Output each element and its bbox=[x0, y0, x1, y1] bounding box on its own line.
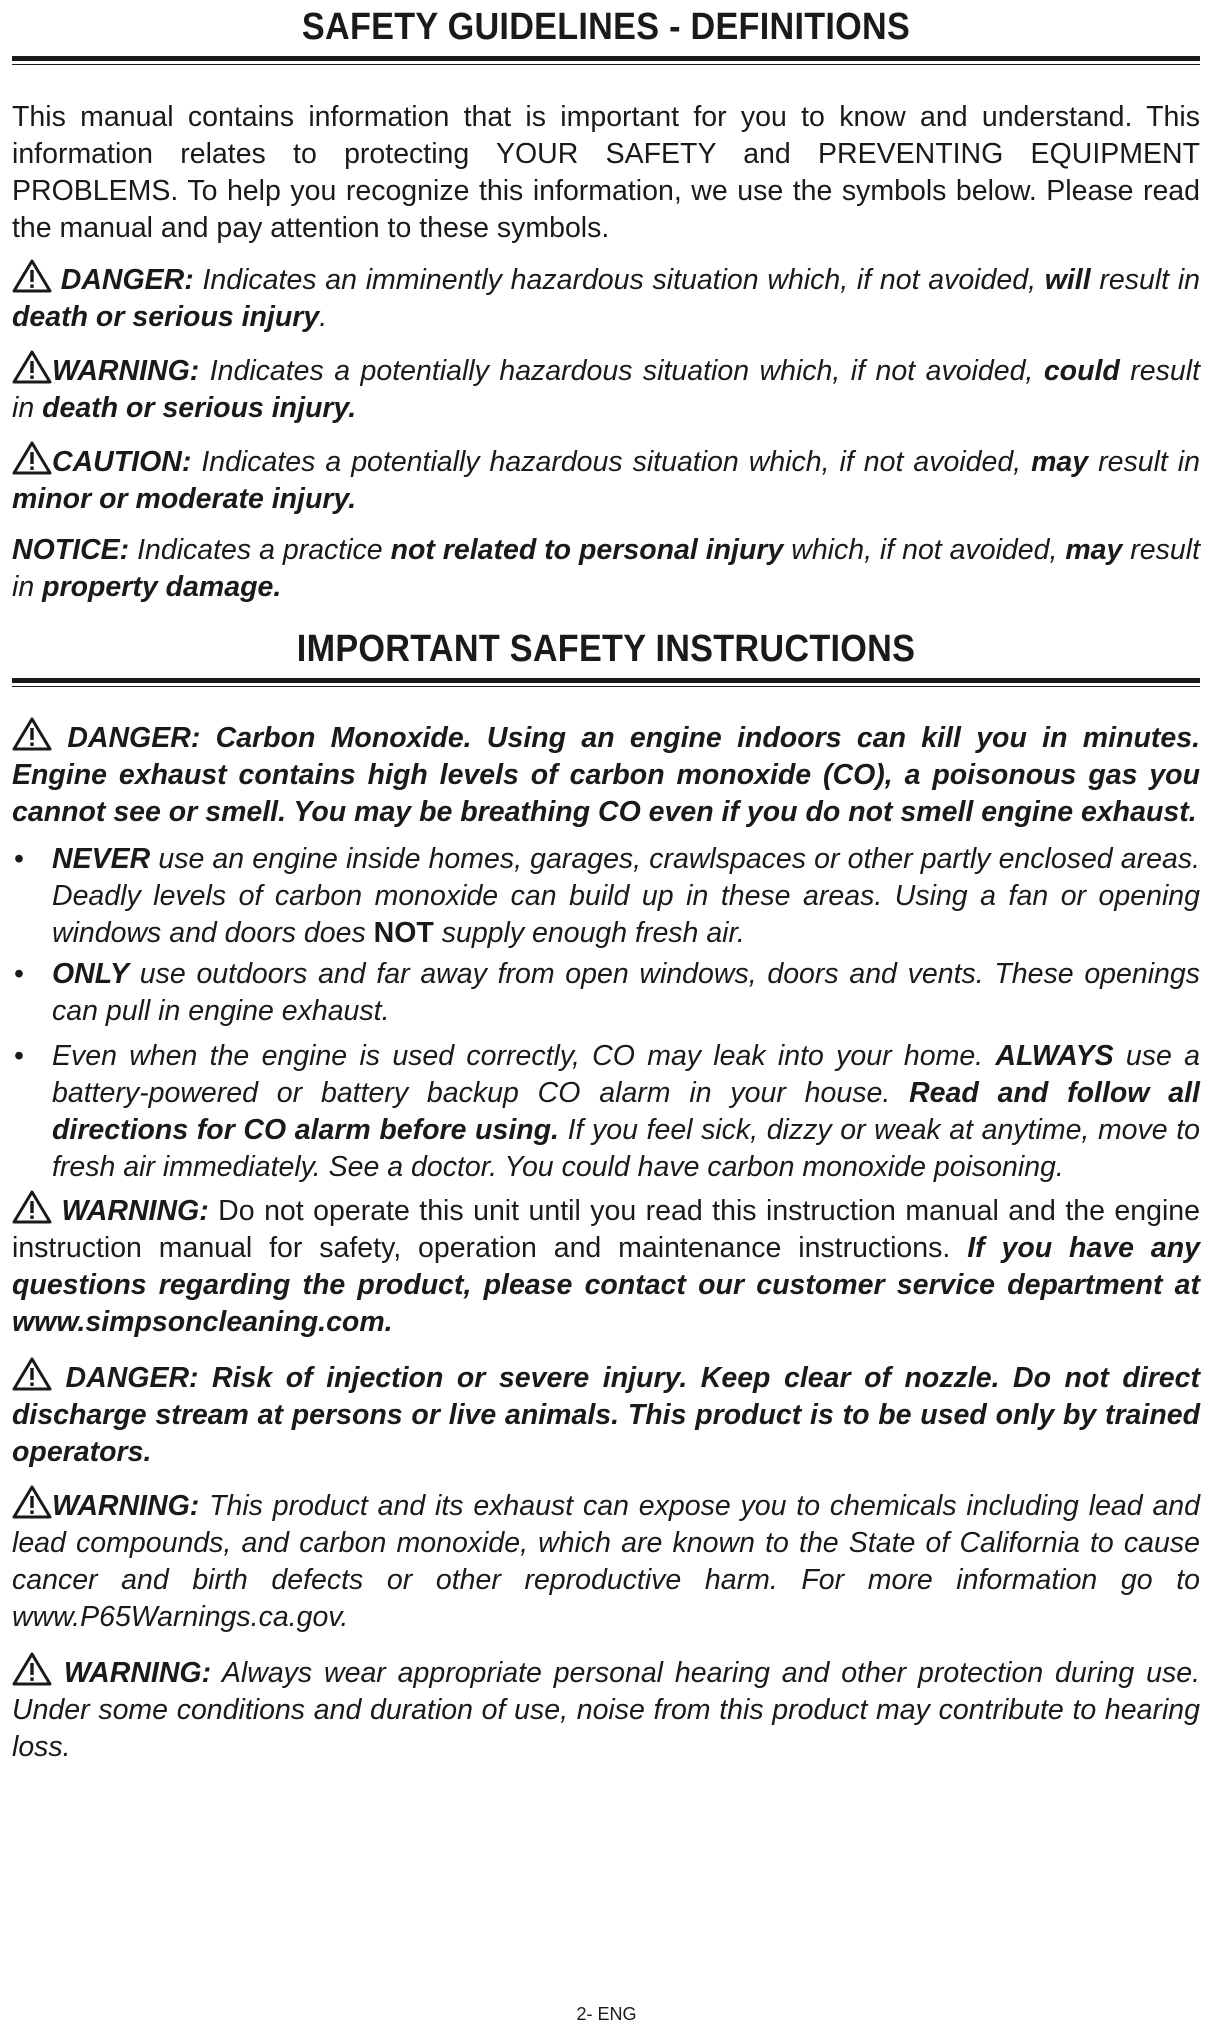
warning-triangle-icon bbox=[12, 717, 52, 751]
warning-triangle-icon bbox=[12, 1190, 52, 1224]
p65-warning-paragraph: WARNING: This product and its exhaust can expose you to chemicals including lead and lead compounds, and carbon monoxide, which are known to the State of California to cause cancer and birth defects or other reproductive harm. For more information go to www.P65Warnings.ca.gov. bbox=[12, 1485, 1200, 1636]
warning-label: WARNING: bbox=[52, 1490, 200, 1522]
title-rule bbox=[12, 56, 1200, 65]
co-danger-paragraph: DANGER: Carbon Monoxide. Using an engine indoors can kill you in minutes. Engine exhaust contains high levels of carbon monoxide (CO), a poisonous gas you cannot see or smell. You may be breathing CO even if you do not smell engine exhaust. bbox=[12, 717, 1200, 831]
list-item: • NEVER use an engine inside homes, garages, crawlspaces or other partly enclosed areas. Deadly levels of carbon monoxide can build up in these areas. Using a fan or opening windows and doors does NOT supply enough fresh air. bbox=[14, 843, 1200, 949]
co-bullet-list bbox=[12, 841, 1200, 1186]
warning-triangle-icon bbox=[12, 1357, 52, 1391]
warning-label: WARNING: bbox=[61, 1195, 209, 1227]
warning-triangle-icon bbox=[12, 350, 52, 384]
title-rule bbox=[12, 678, 1200, 687]
caution-label: CAUTION: bbox=[52, 446, 192, 478]
warning-label: WARNING: bbox=[52, 355, 200, 387]
read-manual-warning: WARNING: Do not operate this unit until you read this instruction manual and the engine instruction manual for safety, operation and maintenance instructions. If you have any questions regarding the product, please contact our customer service department at www.simpsoncleaning.com. bbox=[12, 1190, 1200, 1341]
danger-label: DANGER: bbox=[60, 264, 194, 296]
manual-page bbox=[12, 0, 1200, 1766]
list-item: • ONLY use outdoors and far away from open windows, doors and vents. These openings can pull in engine exhaust. bbox=[14, 958, 1200, 1027]
notice-definition: NOTICE: Indicates a practice not related to personal injury which, if not avoided, may result in property damage. bbox=[12, 534, 1200, 603]
warning-triangle-icon bbox=[12, 441, 52, 475]
notice-label: NOTICE: bbox=[12, 534, 130, 566]
injection-danger-paragraph: DANGER: Risk of injection or severe injury. Keep clear of nozzle. Do not direct discharge stream at persons or live animals. This product is to be used only by trained operators. bbox=[12, 1357, 1200, 1471]
warning-definition: WARNING: Indicates a potentially hazardous situation which, if not avoided, could result in death or serious injury. bbox=[12, 350, 1200, 427]
caution-definition: CAUTION: Indicates a potentially hazardous situation which, if not avoided, may result in minor or moderate injury. bbox=[12, 441, 1200, 518]
list-item: • Even when the engine is used correctly, CO may leak into your home. ALWAYS use a battery-powered or battery backup CO alarm in your house. Read and follow all directions for CO alarm before using. If you feel sick, dizzy or weak at anytime, move to fresh air immediately. See a doctor. You could have carbon monoxide poisoning. bbox=[14, 1040, 1201, 1183]
section-title-instructions: IMPORTANT SAFETY INSTRUCTIONS bbox=[296, 628, 916, 670]
warning-triangle-icon bbox=[12, 1652, 52, 1686]
page-number: 2- ENG bbox=[576, 2004, 637, 2024]
section-title-definitions: SAFETY GUIDELINES - DEFINITIONS bbox=[301, 6, 911, 48]
warning-label: WARNING: bbox=[63, 1657, 212, 1689]
intro-paragraph: This manual contains information that is important for you to know and understand. This information relates to protecting YOUR SAFETY and PREVENTING EQUIPMENT PROBLEMS. To help you recognize this information, we use the symbols below. Please read the manual and pay attention to these symbols. bbox=[12, 101, 1200, 244]
hearing-warning-paragraph: WARNING: Always wear appropriate personal hearing and other protection during use. Under some conditions and duration of use, noise from this product may contribute to hearing loss. bbox=[12, 1652, 1200, 1766]
warning-triangle-icon bbox=[12, 1485, 52, 1519]
warning-triangle-icon bbox=[12, 259, 52, 293]
danger-definition: DANGER: Indicates an imminently hazardous situation which, if not avoided, will result in death or serious injury. bbox=[12, 259, 1200, 336]
